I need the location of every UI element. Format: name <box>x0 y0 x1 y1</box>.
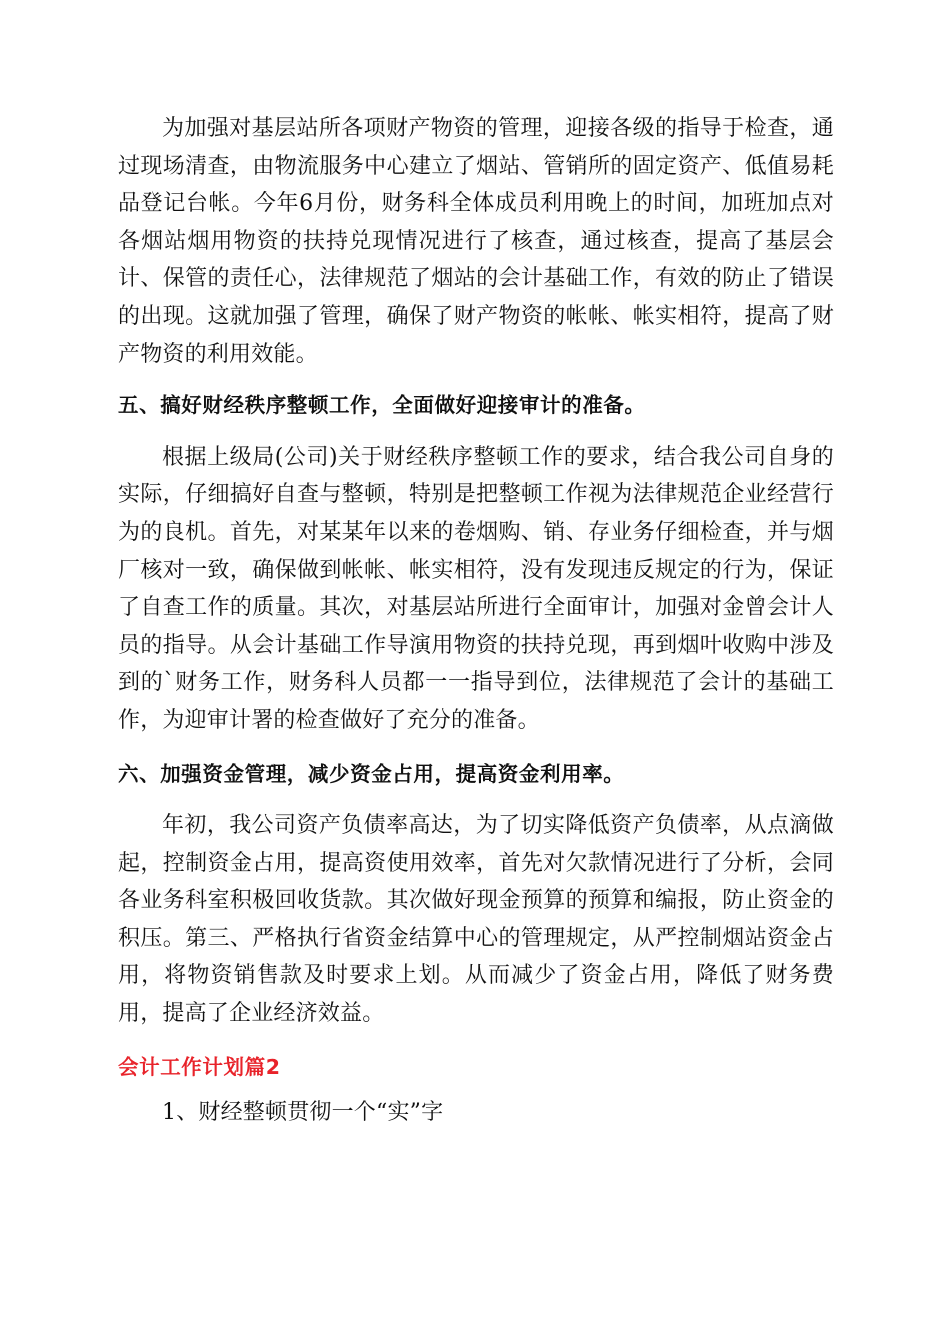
paragraph-plan2-item1: 1、财经整顿贯彻一个“实”字 <box>162 1100 444 1126</box>
paragraph-asset-management: 为加强对基层站所各项财产物资的管理，迎接各级的指导于检查，通过现场清查，由物流服务中心建立了烟站、管销所的固定资产、低值易耗品登记台帐。今年6月份，财务科全体成员利用晚上的时间，加班加点对各烟站烟用物资的扶持兑现情况进行了核查，通过核查，提高了基层会计、保管的责任心，法律规范了烟站的会计基础工作，有效的防止了错误的出现。这就加强了管理，确保了财产物资的帐帐、帐实相符，提高了财产物资的利用效能。 <box>118 116 834 367</box>
heading-section-five: 五、搞好财经秩序整顿工作，全面做好迎接审计的准备。 <box>118 393 646 418</box>
heading-plan-2: 会计工作计划篇2 <box>118 1054 281 1079</box>
heading-section-six: 六、加强资金管理，减少资金占用，提高资金利用率。 <box>118 761 625 786</box>
paragraph-capital-management: 年初，我公司资产负债率高达，为了切实降低资产负债率，从点滴做起，控制资金占用，提高资使用效率，首先对欠款情况进行了分析，会同各业务科室积极回收货款。其次做好现金预算的预算和编报，防止资金的积压。第三、严格执行省资金结算中心的管理规定，从严控制烟站资金占用，将物资销售款及时要求上划。从而减少了资金占用，降低了财务费用，提高了企业经济效益。 <box>118 813 834 1027</box>
document-page <box>118 110 834 1132</box>
paragraph-financial-order: 根据上级局(公司)关于财经秩序整顿工作的要求，结合我公司自身的实际，仔细搞好自查与整顿，特别是把整顿工作视为法律规范企业经营行为的良机。首先，对某某年以来的卷烟购、销、存业务仔细检查，并与烟厂核对一致，确保做到帐帐、帐实相符，没有发现违反规定的行为，保证了自查工作的质量。其次，对基层站所进行全面审计，加强对金曾会计人员的指导。从会计基础工作导演用物资的扶持兑现，再到烟叶收购中涉及到的`财务工作，财务科人员都一一指导到位，法律规范了会计的基础工作，为迎审计署的检查做好了充分的准备。 <box>118 444 834 733</box>
